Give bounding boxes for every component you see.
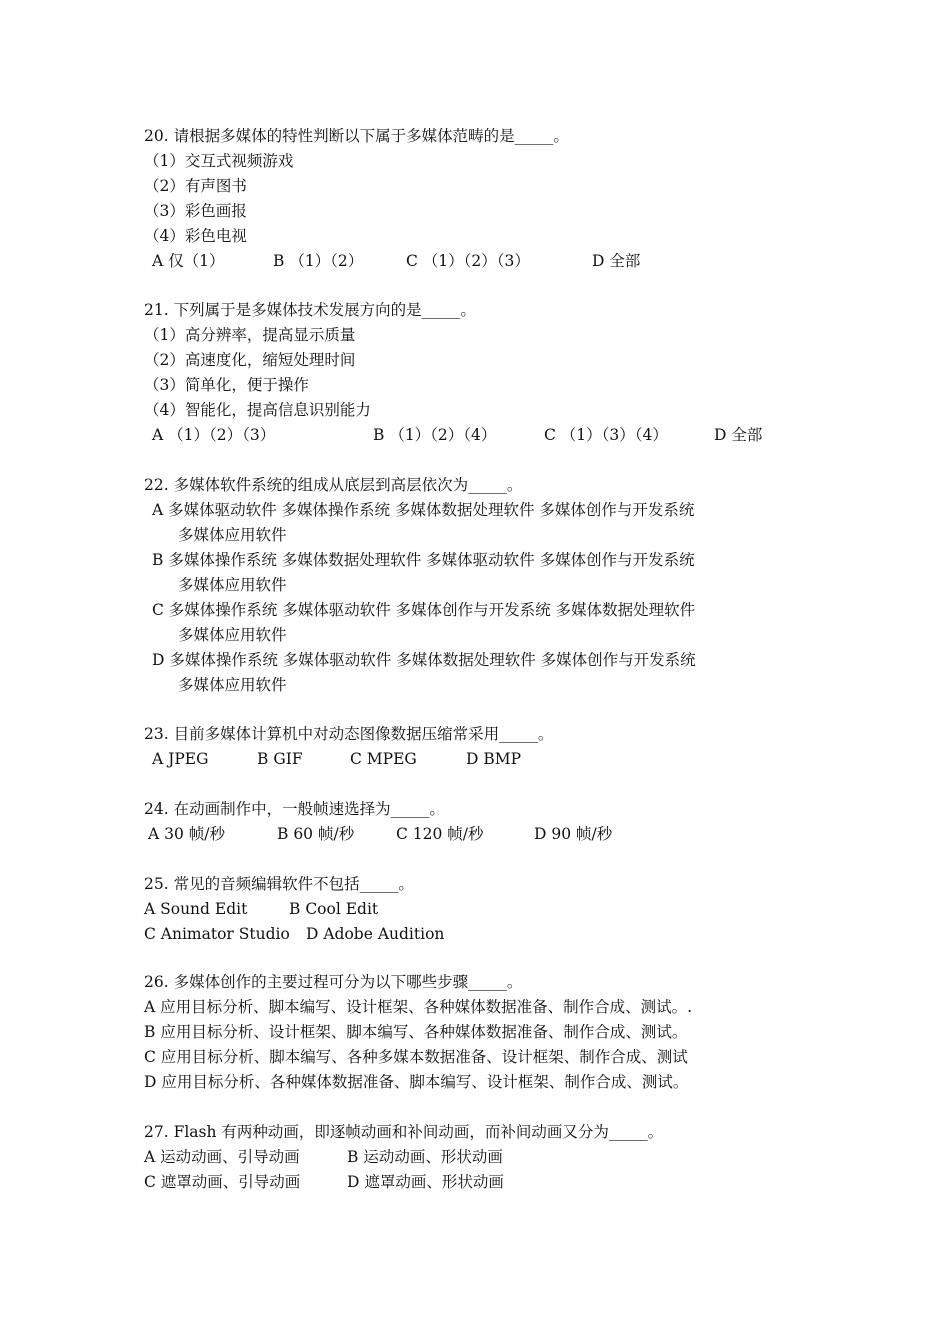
answer-options-row-1 (144, 1145, 844, 1170)
question-item: （3）彩色画报 (144, 202, 247, 220)
question-item: （4）智能化，提高信息识别能力 (144, 401, 371, 419)
option-b: B （1）（2）（4） (373, 426, 497, 444)
question-23 (144, 722, 844, 772)
answer-options (144, 423, 844, 448)
option-d: D 多媒体操作系统 多媒体驱动软件 多媒体数据处理软件 多媒体创作与开发系统 (152, 651, 696, 669)
question-item: （4）彩色电视 (144, 227, 247, 245)
question-stem: 24. 在动画制作中，一般帧速选择为_____。 (144, 800, 445, 818)
question-item: （1）高分辨率，提高显示质量 (144, 326, 356, 344)
option-c: C 多媒体操作系统 多媒体驱动软件 多媒体创作与开发系统 多媒体数据处理软件 (152, 601, 696, 619)
answer-options (144, 747, 844, 772)
question-stem: 20. 请根据多媒体的特性判断以下属于多媒体范畴的是_____。 (144, 127, 569, 145)
option-a: A 仅（1） (152, 252, 225, 270)
question-26 (144, 970, 844, 1095)
question-stem: 26. 多媒体创作的主要过程可分为以下哪些步骤_____。 (144, 973, 523, 991)
question-item: （3）简单化，便于操作 (144, 376, 309, 394)
option-b-continued: 多媒体应用软件 (178, 576, 287, 594)
option-d: D BMP (466, 750, 522, 768)
option-d: D 90 帧/秒 (534, 825, 613, 843)
option-c: C 应用目标分析、脚本编写、各种多媒本数据准备、设计框架、制作合成、测试 (144, 1048, 688, 1066)
question-item: （2）有声图书 (144, 177, 247, 195)
option-d: D 全部 (714, 426, 763, 444)
question-22 (144, 473, 844, 698)
question-stem: 21. 下列属于是多媒体技术发展方向的是_____。 (144, 301, 476, 319)
option-b: B GIF (257, 750, 303, 768)
option-b: B 运动动画、形状动画 (347, 1148, 503, 1166)
option-b: B Cool Edit (289, 900, 379, 918)
option-a: A Sound Edit (144, 900, 248, 918)
option-b: B 60 帧/秒 (277, 825, 355, 843)
option-c: C 120 帧/秒 (396, 825, 484, 843)
answer-options-row-2 (144, 922, 844, 947)
option-c: C 遮罩动画、引导动画 (144, 1173, 301, 1191)
question-21 (144, 298, 844, 448)
option-d-continued: 多媒体应用软件 (178, 676, 287, 694)
answer-options (144, 822, 844, 847)
option-c: C （1）（3）（4） (544, 426, 668, 444)
option-a: A JPEG (152, 750, 209, 768)
question-item: （1）交互式视频游戏 (144, 152, 294, 170)
option-d: D 遮罩动画、形状动画 (347, 1173, 504, 1191)
option-a: A 多媒体驱动软件 多媒体操作系统 多媒体数据处理软件 多媒体创作与开发系统 (152, 501, 695, 519)
question-25 (144, 872, 844, 947)
answer-options (144, 249, 844, 274)
option-b: B （1）（2） (273, 252, 364, 270)
question-27 (144, 1120, 844, 1195)
option-a: A 30 帧/秒 (148, 825, 225, 843)
option-c-continued: 多媒体应用软件 (178, 626, 287, 644)
option-c: C （1）（2）（3） (406, 252, 530, 270)
answer-options-row-1 (144, 897, 844, 922)
option-a: A 应用目标分析、脚本编写、设计框架、各种媒体数据准备、制作合成、测试。. (144, 998, 693, 1016)
question-stem: 22. 多媒体软件系统的组成从底层到高层依次为_____。 (144, 476, 523, 494)
question-24 (144, 797, 844, 847)
question-stem: 23. 目前多媒体计算机中对动态图像数据压缩常采用_____。 (144, 725, 554, 743)
option-a: A （1）（2）（3） (152, 426, 276, 444)
option-a: A 运动动画、引导动画 (144, 1148, 300, 1166)
option-b: B 多媒体操作系统 多媒体数据处理软件 多媒体驱动软件 多媒体创作与开发系统 (152, 551, 695, 569)
option-c: C Animator Studio (144, 925, 290, 943)
option-c: C MPEG (350, 750, 417, 768)
option-d: D 应用目标分析、各种媒体数据准备、脚本编写、设计框架、制作合成、测试。 (144, 1073, 689, 1091)
option-d: D Adobe Audition (306, 925, 445, 943)
answer-options-row-2 (144, 1170, 844, 1195)
question-stem: 25. 常见的音频编辑软件不包括_____。 (144, 875, 414, 893)
option-a-continued: 多媒体应用软件 (178, 526, 287, 544)
option-b: B 应用目标分析、设计框架、脚本编写、各种媒体数据准备、制作合成、测试。 (144, 1023, 688, 1041)
question-stem: 27. Flash 有两种动画，即逐帧动画和补间动画，而补间动画又分为_____。 (144, 1123, 664, 1141)
option-d: D 全部 (592, 252, 641, 270)
question-item: （2）高速度化，缩短处理时间 (144, 351, 356, 369)
question-20 (144, 124, 844, 274)
